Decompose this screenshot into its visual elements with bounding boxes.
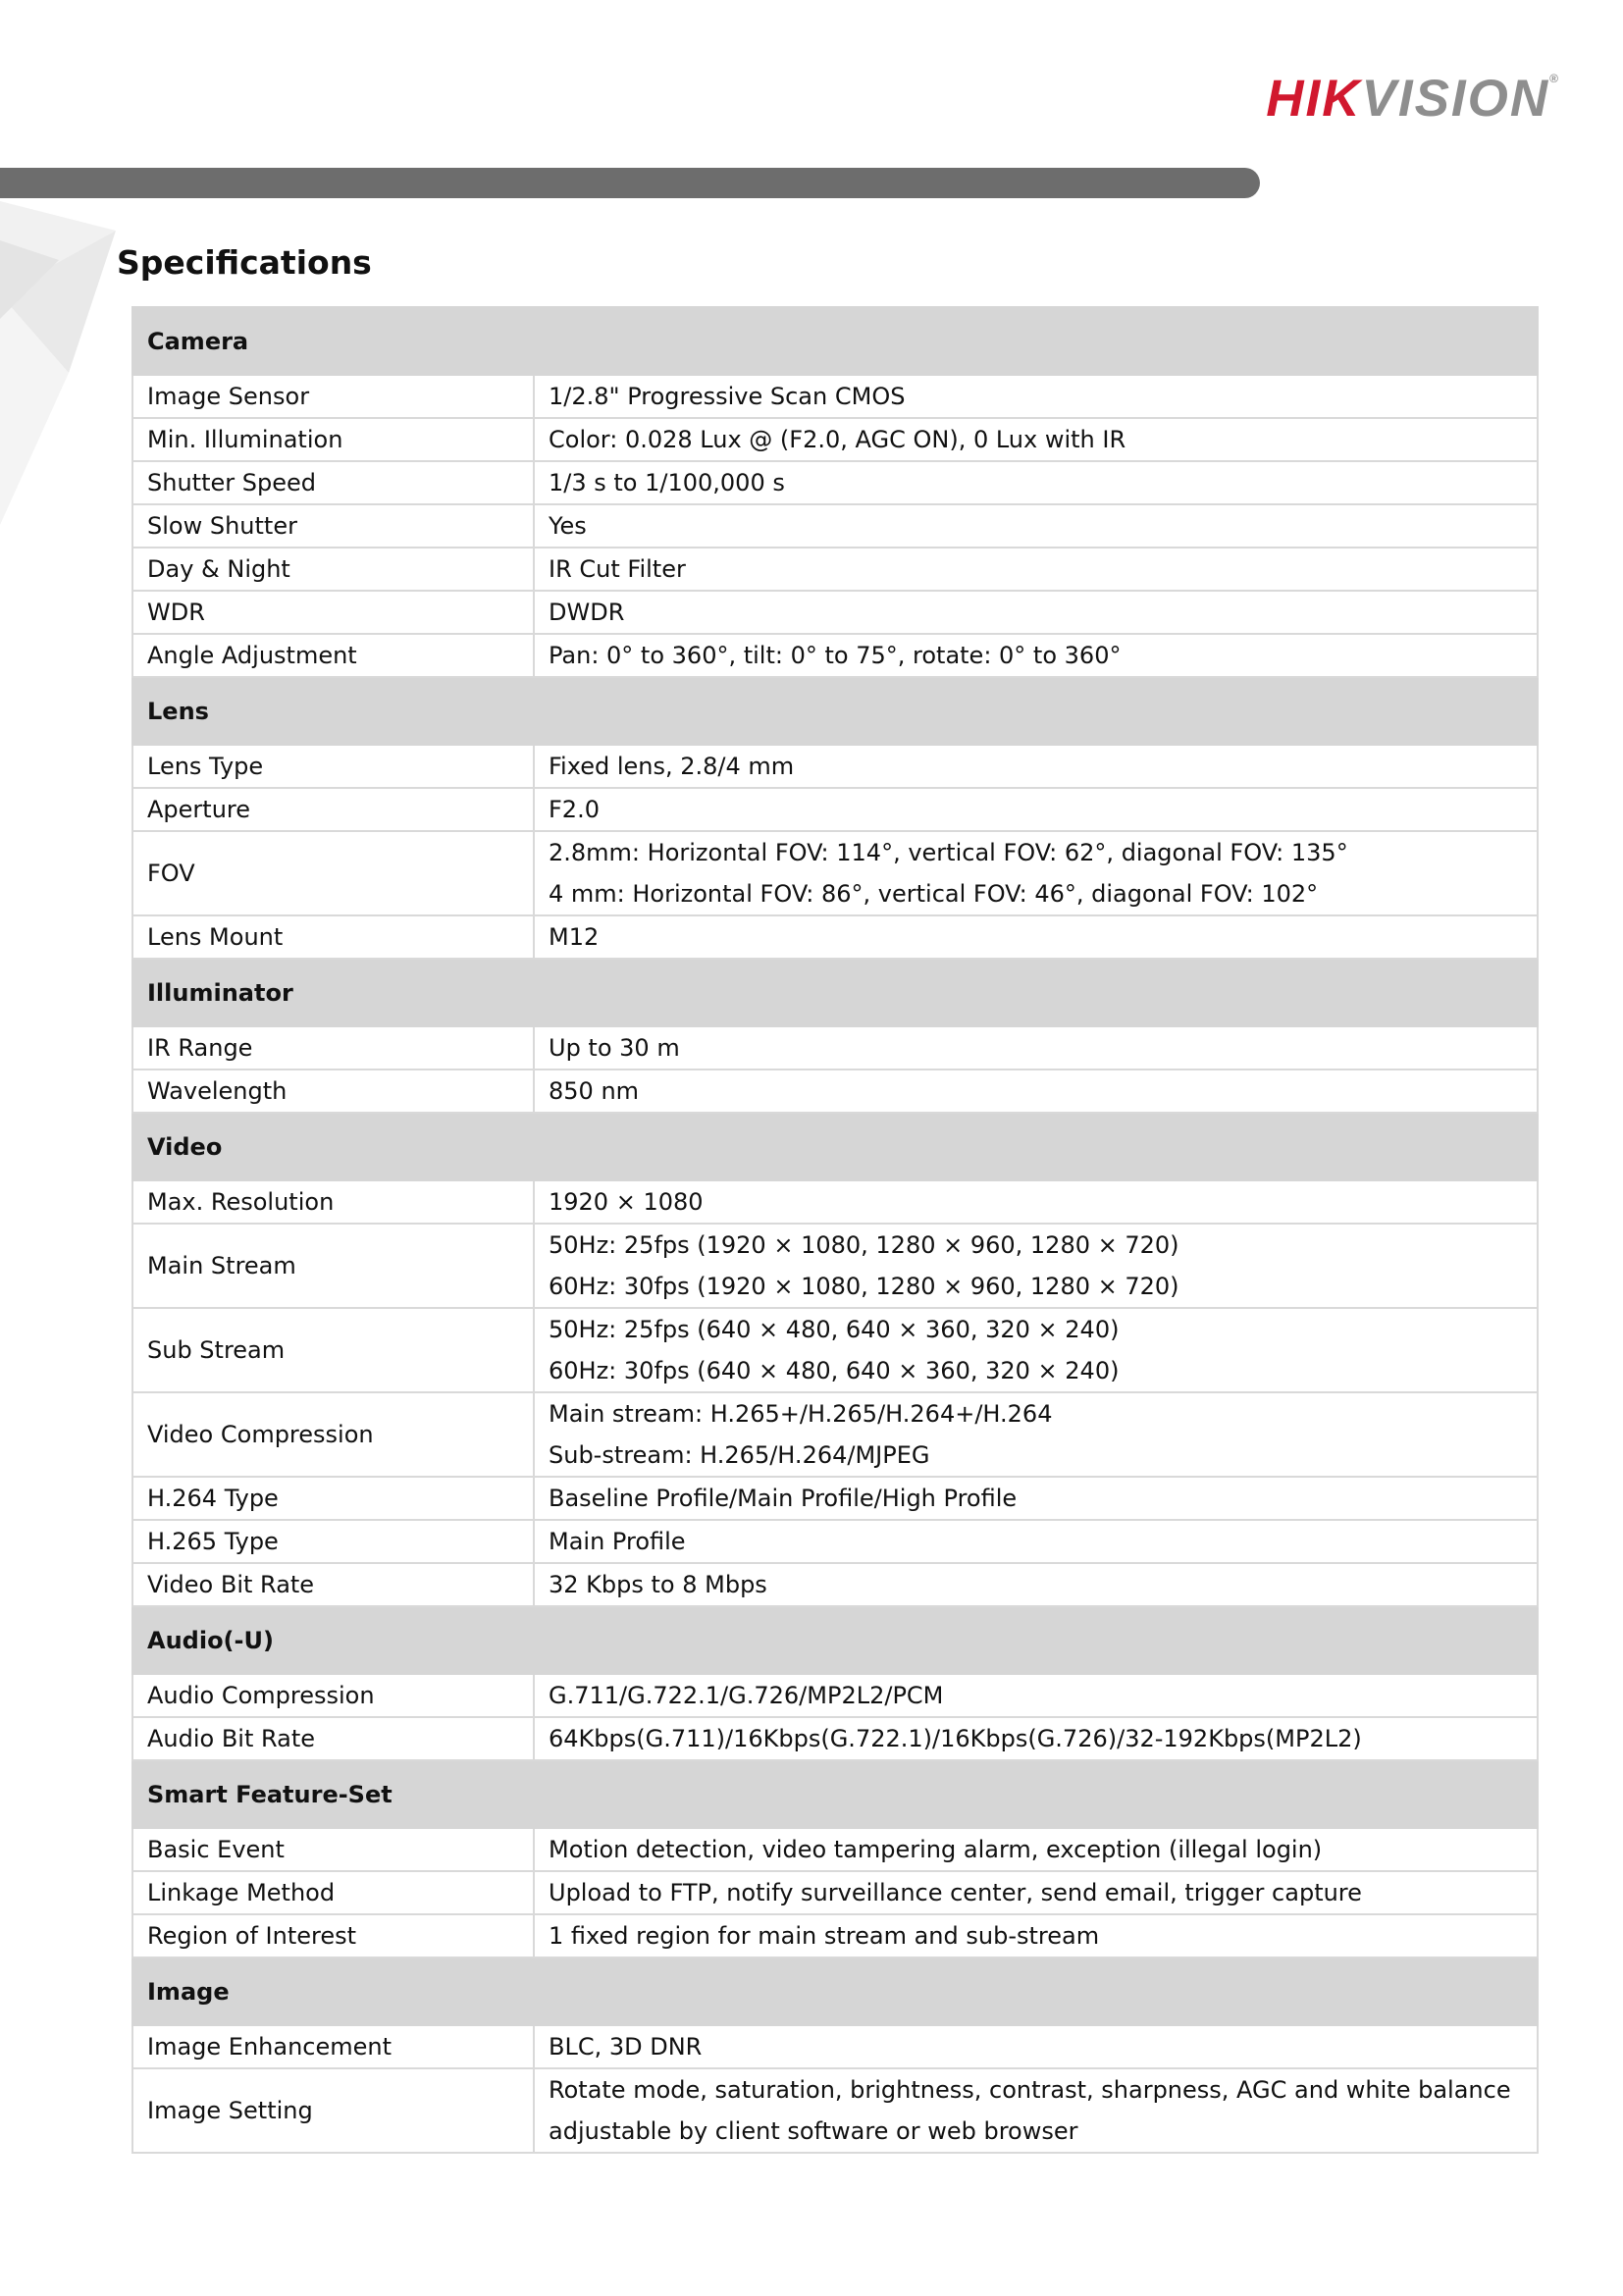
spec-value-line: Main Profile <box>549 1528 686 1555</box>
spec-value <box>534 634 1538 677</box>
spec-value <box>534 504 1538 548</box>
section-title: Smart Feature-Set <box>132 1760 1538 1828</box>
spec-row <box>132 2025 1538 2068</box>
section-title: Camera <box>132 307 1538 375</box>
spec-label: Slow Shutter <box>132 504 534 548</box>
section-title: Audio(-U) <box>132 1606 1538 1674</box>
spec-label: Aperture <box>132 788 534 831</box>
spec-row <box>132 1871 1538 1914</box>
spec-value-line: G.711/G.722.1/G.726/MP2L2/PCM <box>549 1682 944 1709</box>
spec-label: Video Bit Rate <box>132 1563 534 1606</box>
spec-row <box>132 1914 1538 1957</box>
spec-row <box>132 1224 1538 1308</box>
spec-label: IR Range <box>132 1026 534 1070</box>
spec-row <box>132 1392 1538 1477</box>
spec-value <box>534 1392 1538 1477</box>
section-header-row <box>132 1606 1538 1674</box>
spec-value-line: BLC, 3D DNR <box>549 2033 703 2061</box>
spec-value <box>534 1070 1538 1113</box>
spec-label: Main Stream <box>132 1224 534 1308</box>
spec-value-line: 64Kbps(G.711)/16Kbps(G.722.1)/16Kbps(G.726)/32-192Kbps(MP2L2) <box>549 1725 1362 1752</box>
spec-value-line: Rotate mode, saturation, brightness, contrast, sharpness, AGC and white balance <box>549 2076 1511 2104</box>
spec-value <box>534 1308 1538 1392</box>
spec-value-line: 4 mm: Horizontal FOV: 86°, vertical FOV: 46°, diagonal FOV: 102° <box>549 880 1319 908</box>
spec-row <box>132 1026 1538 1070</box>
spec-value-line: 50Hz: 25fps (1920 × 1080, 1280 × 960, 1280 × 720) <box>549 1231 1179 1259</box>
spec-value-line: Color: 0.028 Lux @ (F2.0, AGC ON), 0 Lux with IR <box>549 426 1126 453</box>
spec-value-line: Baseline Profile/Main Profile/High Profile <box>549 1485 1018 1512</box>
spec-value <box>534 915 1538 959</box>
spec-value <box>534 745 1538 788</box>
spec-value-line: 60Hz: 30fps (640 × 480, 640 × 360, 320 × 240) <box>549 1357 1120 1384</box>
section-title: Video <box>132 1113 1538 1180</box>
spec-value <box>534 418 1538 461</box>
spec-value <box>534 1828 1538 1871</box>
spec-value-line: 2.8mm: Horizontal FOV: 114°, vertical FOV: 62°, diagonal FOV: 135° <box>549 839 1348 866</box>
section-title: Image <box>132 1957 1538 2025</box>
spec-value-line: 1920 × 1080 <box>549 1188 704 1216</box>
spec-label: Audio Compression <box>132 1674 534 1717</box>
spec-value <box>534 1674 1538 1717</box>
spec-label: Sub Stream <box>132 1308 534 1392</box>
spec-value-line: 60Hz: 30fps (1920 × 1080, 1280 × 960, 1280 × 720) <box>549 1273 1179 1300</box>
page-title: Specifications <box>117 243 372 282</box>
spec-value <box>534 548 1538 591</box>
spec-label: Video Compression <box>132 1392 534 1477</box>
logo-gray-text: VISION <box>1361 70 1550 128</box>
spec-row <box>132 2068 1538 2153</box>
spec-value <box>534 1871 1538 1914</box>
spec-value-line: 32 Kbps to 8 Mbps <box>549 1571 767 1598</box>
spec-row <box>132 831 1538 915</box>
spec-row <box>132 788 1538 831</box>
section-header-row <box>132 1760 1538 1828</box>
spec-value <box>534 461 1538 504</box>
spec-value-line: Yes <box>549 512 587 540</box>
spec-row <box>132 418 1538 461</box>
spec-row <box>132 1563 1538 1606</box>
spec-value <box>534 788 1538 831</box>
spec-label: Day & Night <box>132 548 534 591</box>
spec-value <box>534 1026 1538 1070</box>
spec-label: FOV <box>132 831 534 915</box>
spec-value-line: 1 fixed region for main stream and sub-stream <box>549 1922 1100 1950</box>
spec-label: Image Setting <box>132 2068 534 2153</box>
spec-value-line: Main stream: H.265+/H.265/H.264+/H.264 <box>549 1400 1053 1428</box>
spec-row <box>132 1308 1538 1392</box>
spec-value <box>534 831 1538 915</box>
spec-label: Wavelength <box>132 1070 534 1113</box>
spec-label: Linkage Method <box>132 1871 534 1914</box>
header-bar <box>0 168 1260 198</box>
spec-value-line: M12 <box>549 923 600 951</box>
spec-value <box>534 1224 1538 1308</box>
spec-row <box>132 591 1538 634</box>
spec-label: H.264 Type <box>132 1477 534 1520</box>
spec-row <box>132 1070 1538 1113</box>
spec-value <box>534 2025 1538 2068</box>
spec-row <box>132 745 1538 788</box>
spec-value-line: 850 nm <box>549 1077 640 1105</box>
spec-row <box>132 461 1538 504</box>
spec-value <box>534 1520 1538 1563</box>
section-title: Lens <box>132 677 1538 745</box>
spec-value-line: 50Hz: 25fps (640 × 480, 640 × 360, 320 × 240) <box>549 1316 1120 1343</box>
spec-value-line: DWDR <box>549 599 625 626</box>
spec-value-line: 1/3 s to 1/100,000 s <box>549 469 785 496</box>
spec-label: WDR <box>132 591 534 634</box>
logo-red-text: HIK <box>1266 70 1362 128</box>
spec-value <box>534 1914 1538 1957</box>
spec-value-line: Sub-stream: H.265/H.264/MJPEG <box>549 1441 930 1469</box>
spec-row <box>132 1180 1538 1224</box>
spec-label: Lens Type <box>132 745 534 788</box>
section-header-row <box>132 959 1538 1026</box>
logo-registered-mark: ® <box>1549 72 1560 85</box>
spec-row <box>132 1520 1538 1563</box>
spec-row <box>132 1674 1538 1717</box>
spec-value-line: Up to 30 m <box>549 1034 680 1062</box>
spec-value <box>534 1477 1538 1520</box>
spec-value-line: adjustable by client software or web browser <box>549 2117 1078 2145</box>
spec-row <box>132 634 1538 677</box>
spec-label: Image Sensor <box>132 375 534 418</box>
spec-value-line: Motion detection, video tampering alarm, exception (illegal login) <box>549 1836 1323 1863</box>
spec-label: Region of Interest <box>132 1914 534 1957</box>
spec-row <box>132 504 1538 548</box>
spec-row <box>132 1477 1538 1520</box>
spec-value <box>534 1717 1538 1760</box>
spec-label: Image Enhancement <box>132 2025 534 2068</box>
spec-row <box>132 915 1538 959</box>
spec-value-line: Upload to FTP, notify surveillance center, send email, trigger capture <box>549 1879 1362 1906</box>
hikvision-logo <box>1266 70 1560 128</box>
spec-row <box>132 548 1538 591</box>
spec-label: H.265 Type <box>132 1520 534 1563</box>
spec-row <box>132 375 1538 418</box>
spec-value-line: Pan: 0° to 360°, tilt: 0° to 75°, rotate: 0° to 360° <box>549 642 1122 669</box>
spec-value <box>534 1563 1538 1606</box>
spec-value <box>534 1180 1538 1224</box>
decorative-triangles <box>0 201 128 525</box>
section-title: Illuminator <box>132 959 1538 1026</box>
spec-value <box>534 375 1538 418</box>
section-header-row <box>132 1113 1538 1180</box>
spec-label: Min. Illumination <box>132 418 534 461</box>
specifications-table-body <box>132 307 1538 2153</box>
spec-label: Shutter Speed <box>132 461 534 504</box>
spec-label: Audio Bit Rate <box>132 1717 534 1760</box>
specifications-table <box>131 306 1539 2154</box>
spec-label: Max. Resolution <box>132 1180 534 1224</box>
spec-value-line: Fixed lens, 2.8/4 mm <box>549 753 795 780</box>
spec-row <box>132 1717 1538 1760</box>
spec-value-line: IR Cut Filter <box>549 555 686 583</box>
section-header-row <box>132 677 1538 745</box>
spec-value-line: F2.0 <box>549 796 600 823</box>
spec-value-line: 1/2.8" Progressive Scan CMOS <box>549 383 906 410</box>
spec-label: Lens Mount <box>132 915 534 959</box>
section-header-row <box>132 1957 1538 2025</box>
spec-value <box>534 591 1538 634</box>
spec-row <box>132 1828 1538 1871</box>
spec-label: Basic Event <box>132 1828 534 1871</box>
spec-label: Angle Adjustment <box>132 634 534 677</box>
spec-value <box>534 2068 1538 2153</box>
section-header-row <box>132 307 1538 375</box>
